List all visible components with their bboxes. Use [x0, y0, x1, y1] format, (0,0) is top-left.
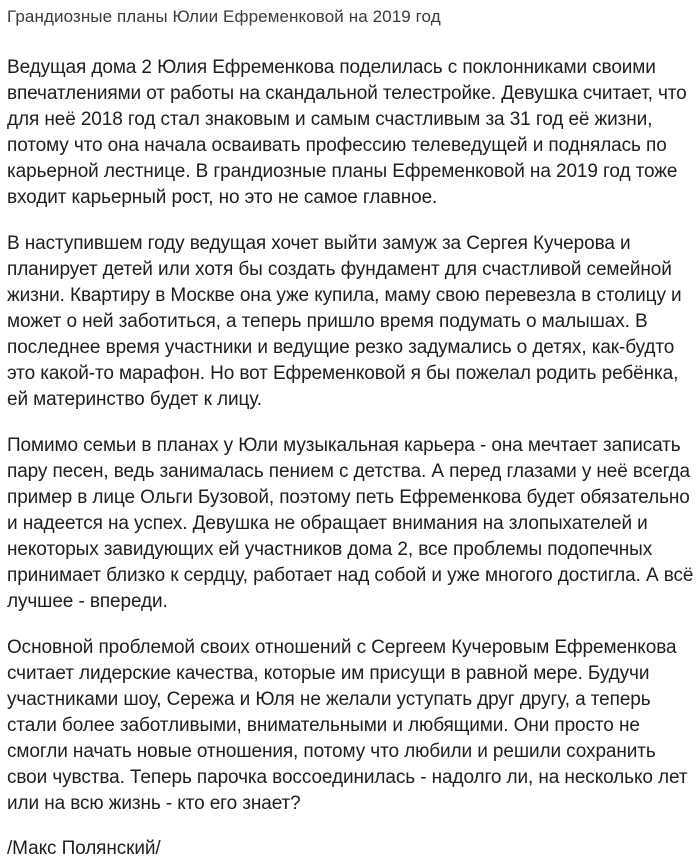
article-paragraph-4: Основной проблемой своих отношений с Сергеем Кучеровым Ефременкова считает лидерские качества, которые им присущи в равной мере. Будучи участниками шоу, Сережа и Юля не желали уступать друг другу, а теперь стали более заботливыми, внимательными и любящими. Они просто не смогли начать новые отношения, потому что любили и решили сохранить свои чувства. Теперь парочка воссоединилась - надолго ли, на несколько лет или на всю жизнь - кто его знает? [7, 637, 688, 814]
article-paragraph-2: В наступившем году ведущая хочет выйти замуж за Сергея Кучерова и планирует детей или хотя бы создать фундамент для счастливой семейной жизни. Квартиру в Москве она уже купила, маму свою перевезла в столицу и может о ней заботиться, а теперь пришло время подумать о малышах. В последнее время участники и ведущие резко задумались о детях, как-будто это какой-то марафон. Но вот Ефременковой я бы пожелал родить ребёнка, ей материнство будет к лицу. [7, 233, 682, 410]
article-byline: /Макс Полянский/ [7, 838, 161, 859]
article-title: Грандиозные планы Юлии Ефременковой на 2019 год [7, 7, 441, 26]
article-paragraph-1: Ведущая дома 2 Юлия Ефременкова поделилась с поклонниками своими впечатлениями от работы на скандальной телестройке. Девушка считает, что для неё 2018 год стал знаковым и самым счастливым за 31 год её жизни, потому что она начала осваивать профессию телеведущей и поднялась по карьерной лестнице. В грандиозные планы Ефременковой на 2019 год тоже входит карьерный рост, но это не самое главное. [7, 57, 687, 208]
article-paragraph-3: Помимо семьи в планах у Юли музыкальная карьера - она мечтает записать пару песен, ведь занималась пением с детства. А перед глазами у неё всегда пример в лице Ольги Бузовой, поэтому петь Ефременкова будет обязательно и надеется на успех. Девушка не обращает внимания на злопыхателей и некоторых завидующих ей участников дома 2, все проблемы подопечных принимает близко к сердцу, работает над собой и уже многого достигла. А всё лучшее - впереди. [7, 435, 694, 612]
